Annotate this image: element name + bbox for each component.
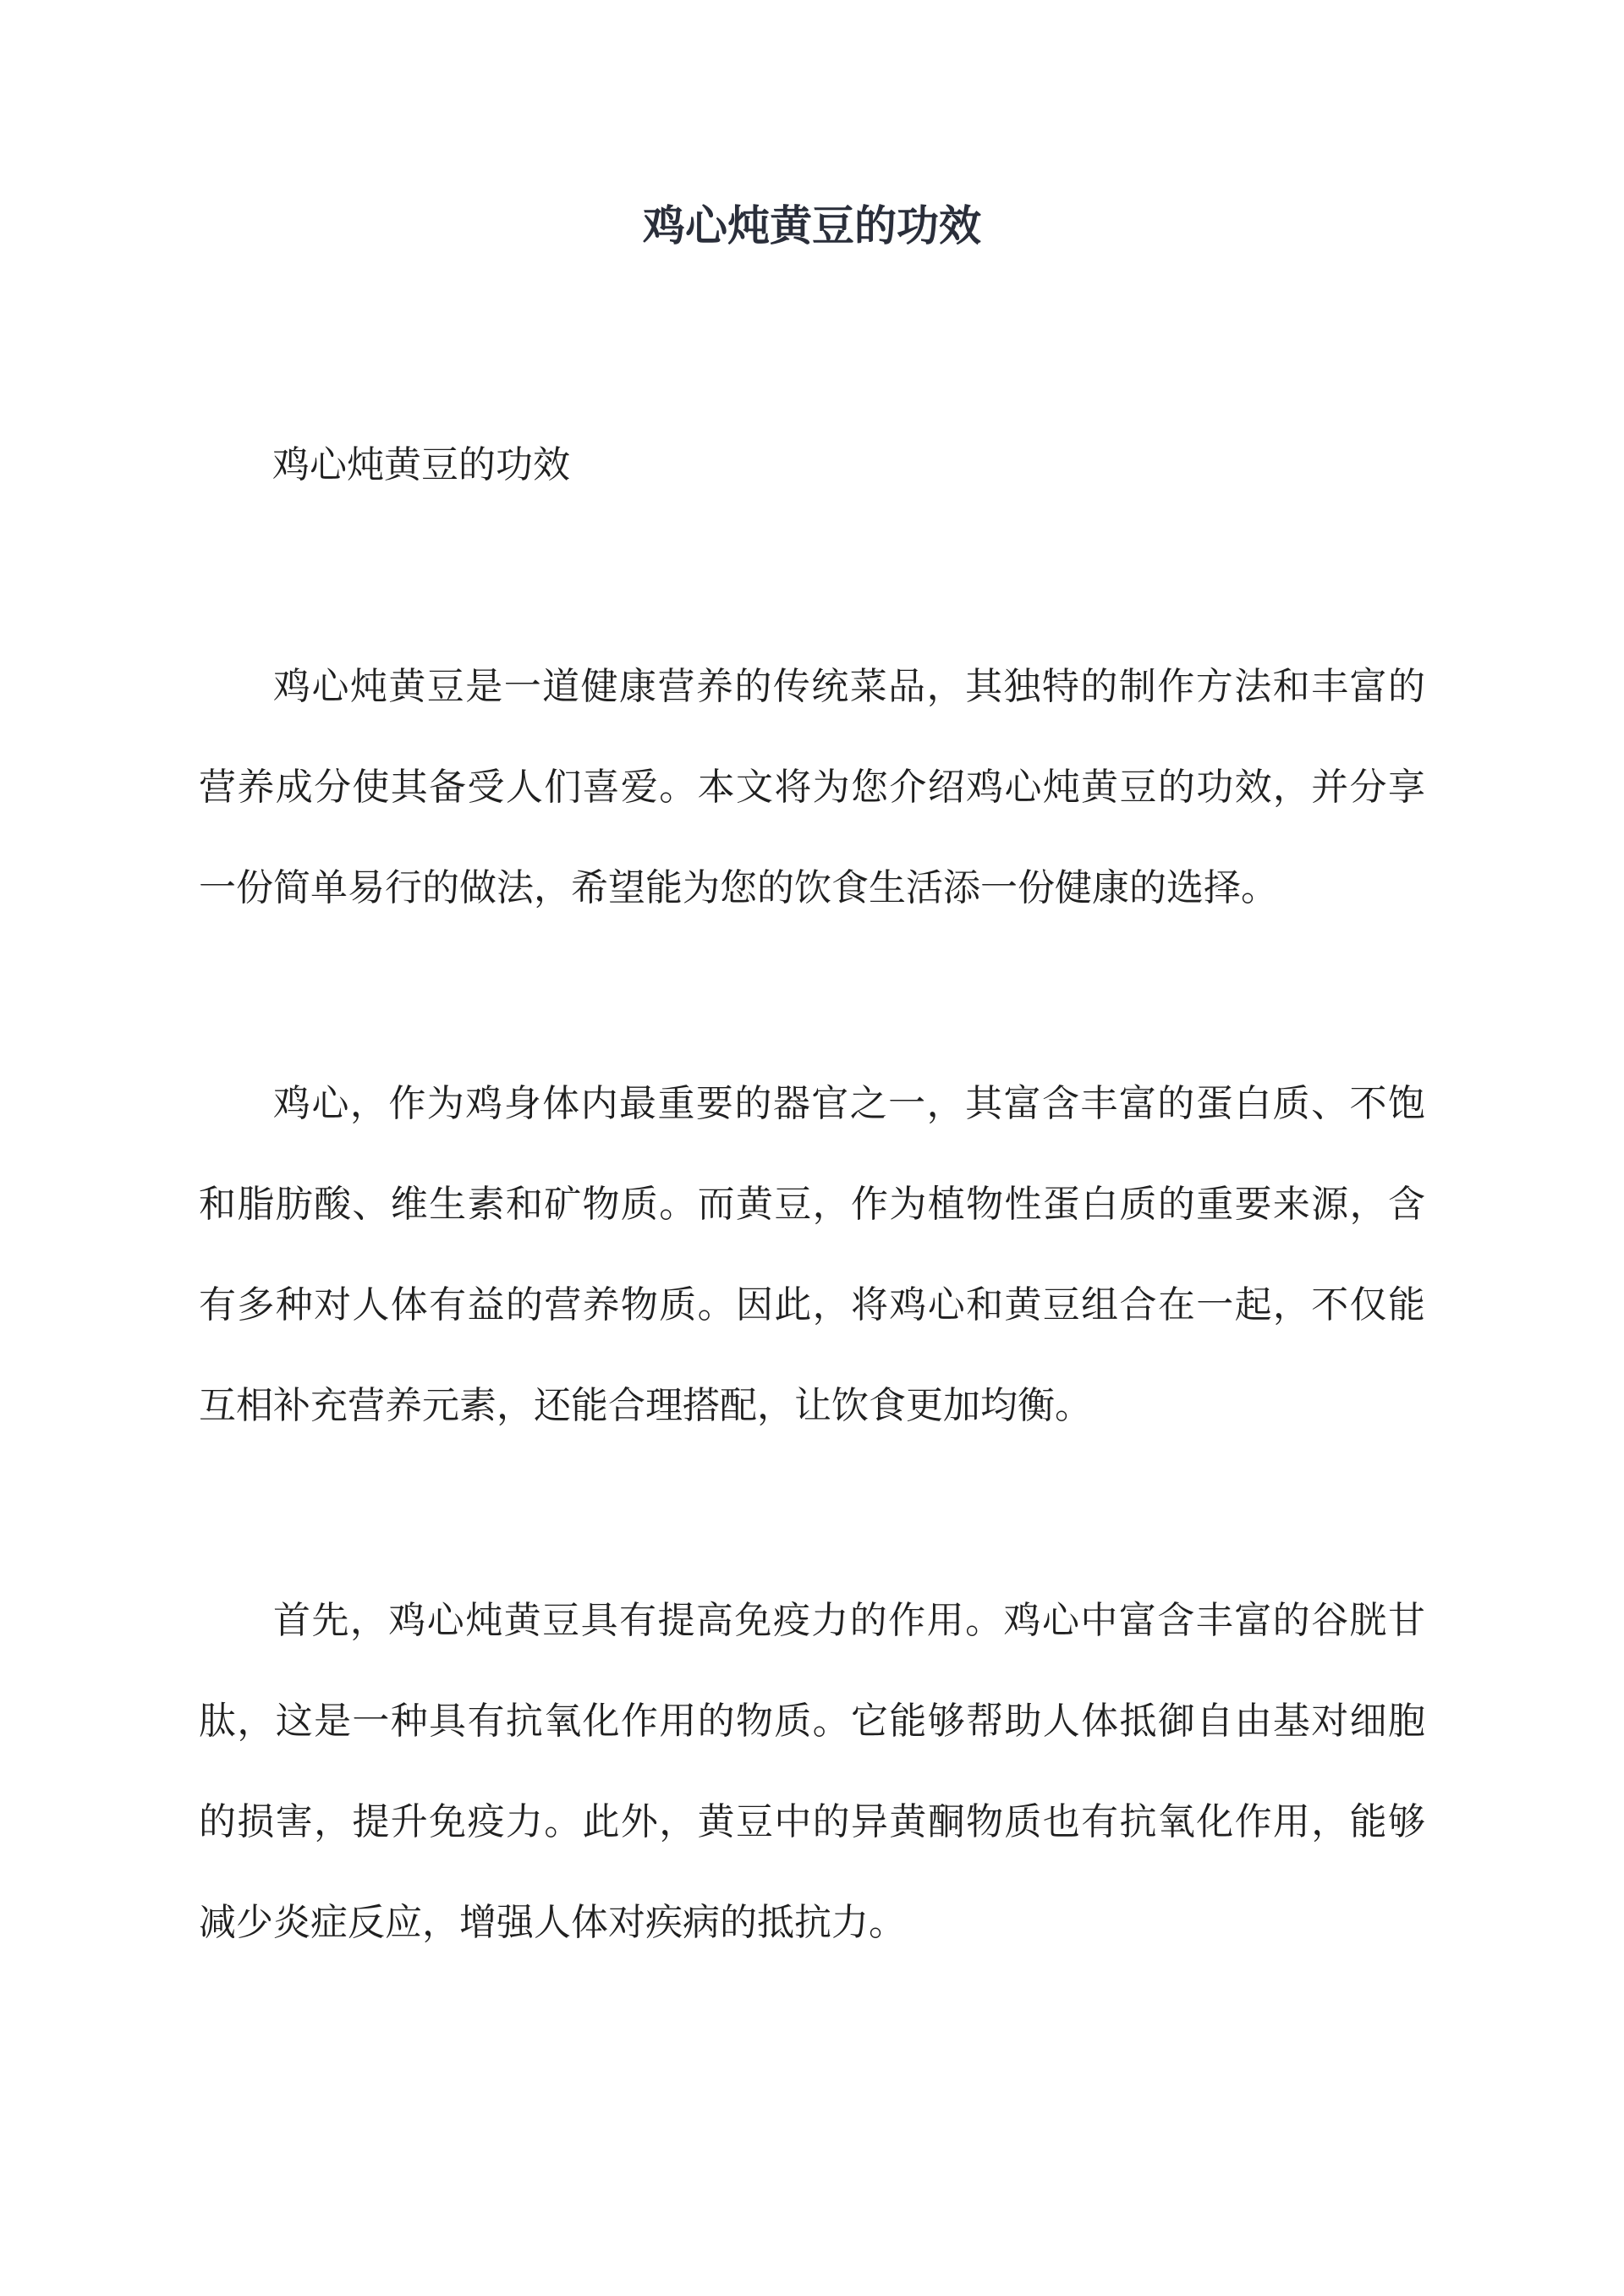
paragraph-intro: 鸡心炖黄豆是一道健康营养的传统菜品，其独特的制作方法和丰富的营养成分使其备受人们喜爱。本文将为您介绍鸡心炖黄豆的功效，并分享一份简单易行的做法，希望能为您的饮食生活添一份健康的选择。 <box>199 665 1425 909</box>
section-heading: 鸡心炖黄豆的功效 <box>272 443 570 486</box>
paragraph-ingredients: 鸡心，作为鸡身体内最重要的器官之一，其富含丰富的蛋白质、不饱和脂肪酸、维生素和矿物质。而黄豆，作为植物性蛋白质的重要来源，含有多种对人体有益的营养物质。因此，将鸡心和黄豆组合在一起，不仅能互相补充营养元素，还能合理搭配，让饮食更加均衡。 <box>199 1082 1425 1427</box>
paragraph-immunity: 首先，鸡心炖黄豆具有提高免疫力的作用。鸡心中富含丰富的谷胱甘肽，这是一种具有抗氧化作用的物质。它能够帮助人体抵御自由基对细胞的损害，提升免疫力。此外，黄豆中的异黄酮物质也有抗氧化作用，能够减少炎症反应，增强人体对疾病的抵抗力。 <box>199 1599 1425 1944</box>
document-title: 鸡心炖黄豆的功效 <box>643 200 981 250</box>
